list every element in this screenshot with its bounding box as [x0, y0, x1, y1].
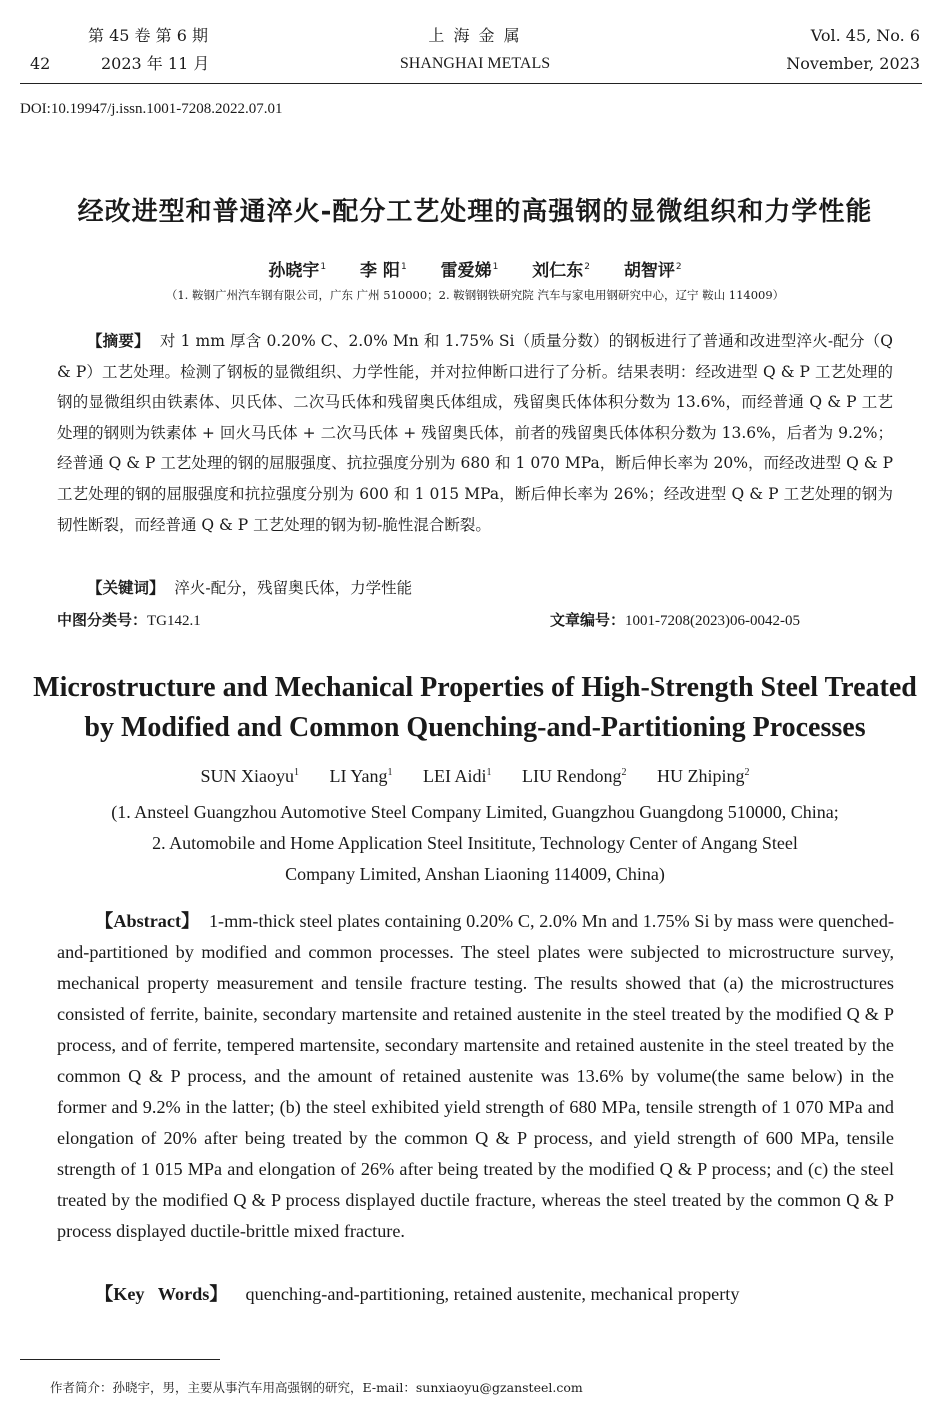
header-volume-issue-en: Vol. 45, No. 6 — [810, 26, 920, 45]
article-number-label: 文章编号： — [550, 611, 626, 629]
article-number — [550, 607, 800, 634]
clc-number — [57, 607, 201, 634]
journal-name-en: SHANGHAI METALS — [399, 55, 551, 72]
clc-label: 中图分类号： — [57, 611, 148, 629]
keywords-text-cn: 淬火-配分，残留奥氏体，力学性能 — [174, 579, 413, 597]
journal-name-cn: 上 海 金 属 — [428, 26, 522, 45]
header-volume-issue-cn: 第 45 卷 第 6 期 — [88, 26, 208, 45]
authors-en — [0, 766, 950, 787]
author-cn: 李 阳$^1$ — [360, 261, 407, 281]
author-en: LEI Aidi$^1$ — [423, 766, 492, 786]
affiliations-en — [40, 797, 910, 890]
affiliation-en-line1: (1. Ansteel Guangzhou Automotive Steel Company Limited, Guangzhou Guangdong 510000, China; — [111, 802, 839, 822]
abstract-cn — [57, 326, 893, 540]
author-en: HU Zhiping$^2$ — [657, 766, 750, 786]
abstract-text-en: 1-mm-thick steel plates containing 0.20% C, 2.0% Mn and 1.75% Si by mass were quenched-and-partitioned by modified and common processes. The steel plates were subjected to microstructure survey, mechanical property measurement and tensile fracture testing. The results showed that (a) the microstructures consisted of ferrite, bainite, secondary martensite and retained austenite in the steel treated by the modified Q & P process, and of ferrite, tempered martensite, secondary martensite and retained austenite in the steel treated by the common Q & P process, and the amount of retained austenite was 13.6% by volume(the same below) in the former and 9.2% in the latter; (b) the steel exhibited yield strength of 680 MPa, tensile strength of 1 070 MPa and elongation of 20% after being treated by the common Q & P process, and yield strength of 600 MPa, tensile strength of 1 015 MPa and elongation of 26% after being treated by the modified Q & P process; and (c) the steel treated by the modified Q & P process displayed ductile fracture, whereas the steel treated by the common Q & P process displayed ductile-brittle mixed fracture. — [57, 911, 895, 1241]
author-en: LIU Rendong$^2$ — [522, 766, 627, 786]
header-rule — [20, 83, 922, 84]
author-cn: 雷爱娣$^1$ — [440, 261, 499, 281]
title-cn: 经改进型和普通淬火-配分工艺处理的高强钢的显微组织和力学性能 — [77, 197, 873, 227]
header-date-en: November, 2023 — [786, 54, 920, 73]
abstract-label-en: 【Abstract】 — [95, 911, 200, 931]
keywords-cn — [87, 575, 412, 601]
keywords-label-en: 【Key Words】 — [95, 1284, 228, 1304]
footnote-rule — [20, 1359, 220, 1360]
title-en — [0, 668, 950, 748]
header-date-cn: 2023 年 11 月 — [101, 54, 210, 73]
author-footnote: 作者简介：孙晓宇，男，主要从事汽车用高强钢的研究，E-mail：sunxiaoyu@gzansteel.com — [50, 1380, 583, 1395]
doi: DOI:10.19947/j.issn.1001-7208.2022.07.01 — [20, 101, 283, 117]
affiliations-cn: （1. 鞍钢广州汽车钢有限公司，广东 广州 510000；2. 鞍钢钢铁研究院 汽车与家电用钢研究中心，辽宁 鞍山 114009） — [165, 288, 785, 302]
affiliation-en-line3: Company Limited, Anshan Liaoning 114009, China) — [285, 864, 665, 884]
author-en: SUN Xiaoyu$^1$ — [200, 766, 299, 786]
author-en: LI Yang$^1$ — [329, 766, 393, 786]
abstract-text-cn: 对 1 mm 厚含 0.20% C、2.0% Mn 和 1.75% Si（质量分数）的钢板进行了普通和改进型淬火-配分（Q & P）工艺处理。检测了钢板的显微组织、力学性能，并对拉伸断口进行了分析。结果表明：经改进型 Q & P 工艺处理的钢的显微组织由铁素体、贝氏体、二次马氏体和残留奥氏体组成，残留奥氏体体积分数为 13.6%，而经普通 Q & P 工艺处理的钢则为铁素体 + 回火马氏体 + 二次马氏体 + 残留奥氏体，前者的残留奥氏体体积分数为 13.6%，后者为 9.2%；经普通 Q & P 工艺处理的钢的屈服强度、抗拉强度分别为 680 和 1 070 MPa，断后伸长率为 20%，而经改进型 Q & P 工艺处理的钢的屈服强度和抗拉强度分别为 600 和 1 015 MPa，断后伸长率为 26%；经改进型 Q & P 工艺处理的钢为韧性断裂，而经普通 Q & P 工艺处理的钢为韧-脆性混合断裂。 — [57, 332, 893, 534]
keywords-label-cn: 【关键词】 — [87, 579, 165, 597]
author-cn: 胡智评$^2$ — [623, 261, 682, 281]
abstract-en — [57, 906, 894, 1247]
keywords-text-en: quenching-and-partitioning, retained austenite, mechanical property — [245, 1284, 740, 1304]
keywords-en — [95, 1279, 739, 1309]
clc-value: TG142.1 — [147, 613, 201, 629]
author-cn: 刘仁东$^2$ — [532, 261, 590, 281]
abstract-label-cn: 【摘要】 — [87, 332, 150, 350]
affiliation-en-line2: 2. Automobile and Home Application Steel Insititute, Technology Center of Angang Steel — [152, 833, 798, 853]
author-cn: 孙晓宇$^1$ — [268, 261, 327, 281]
title-en-line1: Microstructure and Mechanical Properties of High-Strength Steel Treated — [33, 672, 917, 703]
authors-cn — [0, 256, 950, 281]
article-number-value: 1001-7208(2023)06-0042-05 — [625, 613, 800, 629]
title-en-line2: by Modified and Common Quenching-and-Partitioning Processes — [84, 712, 866, 743]
page-number: 42 — [30, 54, 51, 73]
